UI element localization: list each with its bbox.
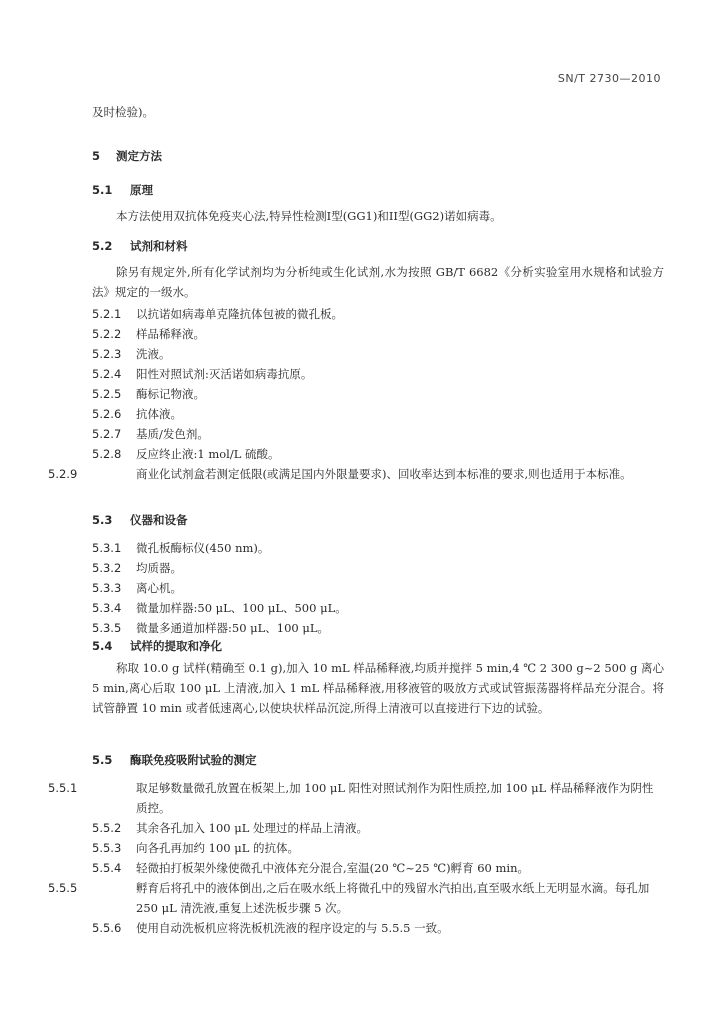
list-item: 5.5.3 向各孔再加约 100 μL 的抗体。	[92, 841, 300, 855]
section-5-4-para: 称取 10.0 g 试样(精确至 0.1 g),加入 10 mL 样品稀释液,均质并搅拌 5 min,4 ℃ 2 300 g~2 500 g 离心 5 min,离心后取 100 μL 上清液,加入 1 mL 样品稀释液,用移液管的吸放方式或试管振荡器将样品充分混合。将试管静置 10 min 或者低速离心,以使块状样品沉淀,所得上清液可以直接进行下边的试验。	[92, 661, 664, 715]
section-5-heading	[92, 148, 162, 164]
list-item: 5.2.3 洗液。	[92, 347, 171, 361]
section-5-2-para: 除另有规定外,所有化学试剂均为分析纯或生化试剂,水为按照 GB/T 6682《分析实验室用水规格和试验方法》规定的一级水。	[92, 265, 664, 299]
list-item: 5.3.5 微量多通道加样器:50 μL、100 μL。	[92, 621, 329, 635]
list-item: 5.5.5 孵育后将孔中的液体倒出,之后在吸水纸上将微孔中的残留水汽拍出,直至吸水纸上无明显水滴。每孔加 250 μL 清洗液,重复上述洗板步骤 5 次。	[48, 881, 650, 915]
list-item: 5.3.3 离心机。	[92, 581, 182, 595]
list-item: 5.5.4 轻微拍打板架外缘使微孔中液体充分混合,室温(20 ℃~25 ℃)孵育 60 min。	[92, 861, 530, 875]
section-5-4-heading	[92, 638, 222, 654]
list-item: 5.2.8 反应终止液:1 mol/L 硫酸。	[92, 447, 280, 461]
section-number: 5	[92, 149, 101, 163]
list-item: 5.2.9 商业化试剂盒若测定低限(或满足国内外限量要求)、回收率达到本标准的要求,则也适用于本标准。	[48, 467, 632, 481]
list-item: 5.2.4 阳性对照试剂:灭活诺如病毒抗原。	[92, 367, 313, 381]
list-item: 5.2.7 基质/发色剂。	[92, 427, 209, 441]
list-item: 5.5.6 使用自动洗板机应将洗板机洗液的程序设定的与 5.5.5 一致。	[92, 921, 449, 935]
section-title: 仪器和设备	[130, 513, 188, 527]
list-item: 5.3.4 微量加样器:50 μL、100 μL、500 μL。	[92, 601, 347, 615]
section-number: 5.4	[92, 639, 113, 653]
section-5-1-heading	[92, 182, 153, 198]
section-title: 试样的提取和净化	[130, 639, 222, 653]
standard-number: SN/T 2730—2010	[557, 72, 661, 85]
section-number: 5.3	[92, 513, 113, 527]
section-5-3-heading	[92, 512, 188, 528]
list-item: 5.2.1 以抗诺如病毒单克隆抗体包被的微孔板。	[92, 307, 343, 321]
section-title: 酶联免疫吸附试验的测定	[130, 753, 257, 767]
section-title: 原理	[130, 183, 153, 197]
section-title: 测定方法	[116, 149, 162, 163]
section-number: 5.1	[92, 183, 113, 197]
list-item: 5.2.6 抗体液。	[92, 407, 182, 421]
list-item: 5.5.1 取足够数量微孔放置在板架上,加 100 μL 阳性对照试剂作为阳性质控,加 100 μL 样品稀释液作为阴性质控。	[48, 781, 654, 815]
list-item: 5.3.2 均质器。	[92, 561, 182, 575]
section-number: 5.2	[92, 239, 113, 253]
list-item: 5.2.5 酶标记物液。	[92, 387, 205, 401]
section-5-1-text: 本方法使用双抗体免疫夹心法,特异性检测I型(GG1)和II型(GG2)诺如病毒。	[116, 209, 502, 223]
list-item: 5.5.2 其余各孔加入 100 μL 处理过的样品上清液。	[92, 821, 369, 835]
section-5-2-heading	[92, 238, 188, 254]
intro-fragment: 及时检验)。	[92, 105, 154, 119]
section-5-5-heading	[92, 752, 257, 768]
section-number: 5.5	[92, 753, 113, 767]
list-item: 5.2.2 样品稀释液。	[92, 327, 205, 341]
section-title: 试剂和材料	[130, 239, 188, 253]
list-item: 5.3.1 微孔板酶标仪(450 nm)。	[92, 541, 270, 555]
